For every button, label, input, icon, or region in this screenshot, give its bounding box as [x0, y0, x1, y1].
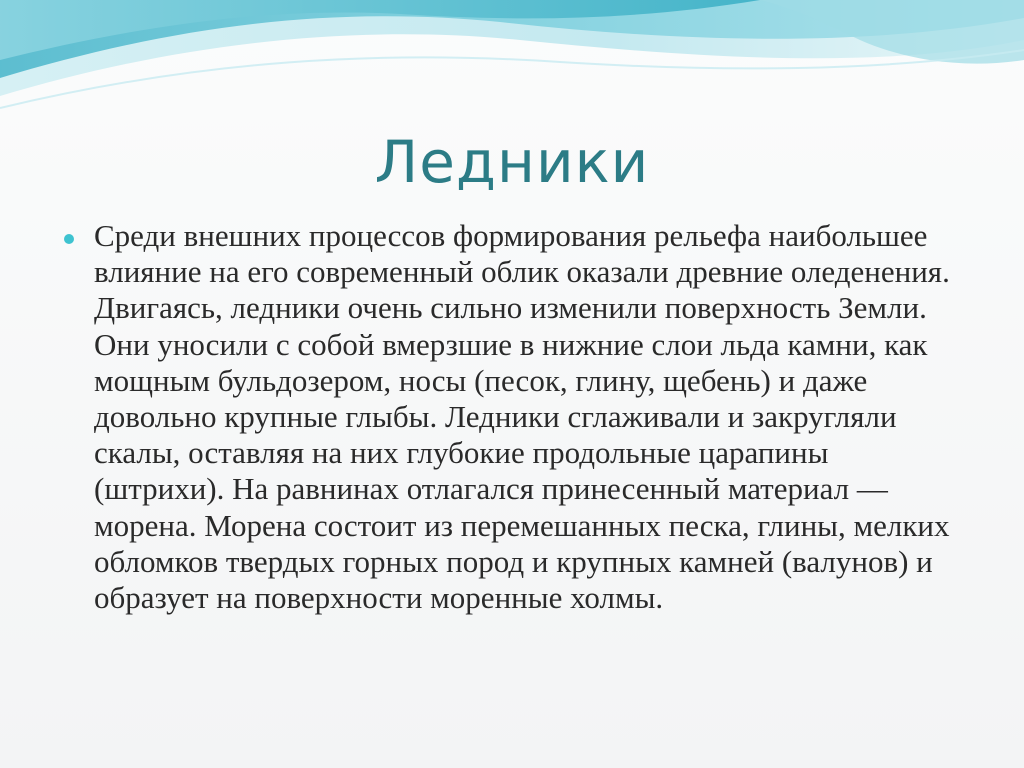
bullet-item	[60, 218, 965, 616]
header-wave-decoration	[0, 0, 1024, 130]
bullet-dot-icon	[64, 234, 74, 244]
bullet-paragraph: Среди внешних процессов формирования рельефа наибольшее влияние на его современный облик оказали древние оледенения. Двигаясь, ледники очень сильно изменили поверхность Земли. Они уносили с собой вмерзшие в нижние слои льда камни, как мощным бульдозером, носы (песок, глину, щебень) и даже довольно крупные глыбы. Ледники сглаживали и закругляли скалы, оставляя на них глубокие продольные царапины (штрихи). На равнинах отлагался принесенный материал — морена. Морена состоит из перемешанных песка, глины, мелких обломков твердых горных пород и крупных камней (валунов) и образует на поверхности моренные холмы.	[94, 218, 950, 616]
slide-content	[60, 218, 965, 616]
wave-line	[0, 50, 1024, 108]
slide-title: Ледники	[374, 128, 650, 196]
